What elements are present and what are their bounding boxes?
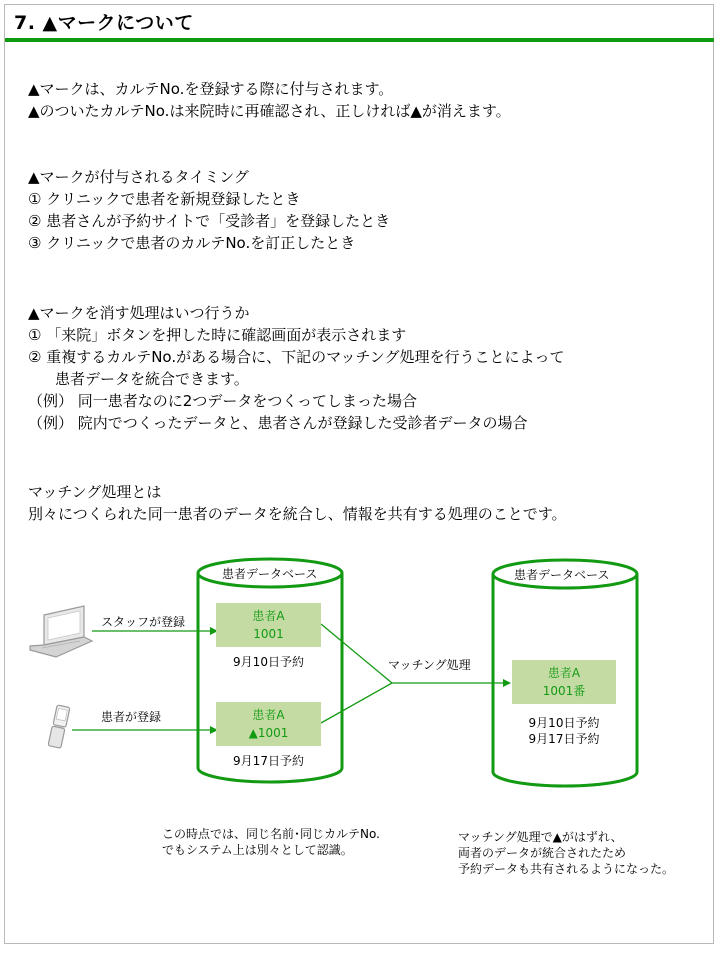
note-line: 予約データも共有されるようになった。 (458, 862, 675, 876)
left-database-cylinder (198, 559, 342, 782)
removal-line: （例） 院内でつくったデータと、患者さんが登録した受診者データの場合 (28, 414, 528, 432)
patient-register-label: 患者が登録 (101, 710, 162, 724)
merged-date: 9月17日予約 (528, 732, 600, 746)
timing-item: ① クリニックで患者を新規登録したとき (28, 190, 301, 208)
left-database-label: 患者データベース (222, 567, 318, 581)
record-1-date: 9月10日予約 (233, 655, 304, 669)
note-line: この時点では、同じ名前･同じカルテNo. (162, 827, 380, 841)
record-name: 患者A (547, 666, 581, 680)
intro-line: ▲マークは、カルテNo.を登録する際に付与されます。 (28, 80, 394, 98)
removal-line: ② 重複するカルテNo.がある場合に、下記のマッチング処理を行うことによって (28, 348, 565, 366)
note-before-matching (162, 826, 380, 858)
matching-description: 別々につくられた同一患者のデータを統合し、情報を共有する処理のことです。 (28, 505, 567, 523)
mobile-phone-icon (48, 705, 70, 748)
note-line: マッチング処理で▲がはずれ、 (458, 830, 623, 844)
intro-line: ▲のついたカルテNo.は来院時に再確認され、正しければ▲が消えます。 (28, 102, 511, 120)
laptop-icon (30, 606, 92, 657)
removal-heading: ▲マークを消す処理はいつ行うか (28, 304, 250, 322)
matching-process-label: マッチング処理 (388, 658, 471, 672)
page-title: 7. ▲マークについて (14, 12, 194, 34)
record-id: ▲1001 (248, 726, 289, 740)
merged-date: 9月10日予約 (528, 716, 600, 730)
note-after-matching (458, 829, 674, 877)
record-name: 患者A (252, 708, 285, 722)
timing-item: ② 患者さんが予約サイトで「受診者」を登録したとき (28, 212, 391, 230)
staff-register-label: スタッフが登録 (101, 615, 186, 629)
record-2-date: 9月17日予約 (233, 754, 304, 768)
patient-record-1 (216, 603, 321, 647)
timing-item: ③ クリニックで患者のカルテNo.を訂正したとき (28, 234, 356, 252)
patient-record-2 (216, 702, 321, 746)
removal-line: （例） 同一患者なのに2つデータをつくってしまった場合 (28, 392, 418, 410)
note-line: 両者のデータが統合されたため (458, 846, 627, 860)
merged-patient-record (512, 660, 616, 704)
removal-line: ① 「来院」ボタンを押した時に確認画面が表示されます (28, 326, 407, 344)
merged-record-dates (512, 715, 616, 747)
timing-heading: ▲マークが付与されるタイミング (28, 168, 249, 186)
removal-line: 患者データを統合できます。 (55, 370, 249, 388)
right-database-label: 患者データベース (514, 568, 610, 582)
record-name: 患者A (252, 609, 285, 623)
matching-heading: マッチング処理とは (28, 483, 162, 501)
note-line: でもシステム上は別々として認識。 (162, 843, 353, 857)
record-id: 1001 (253, 627, 284, 641)
record-id: 1001番 (542, 684, 586, 698)
